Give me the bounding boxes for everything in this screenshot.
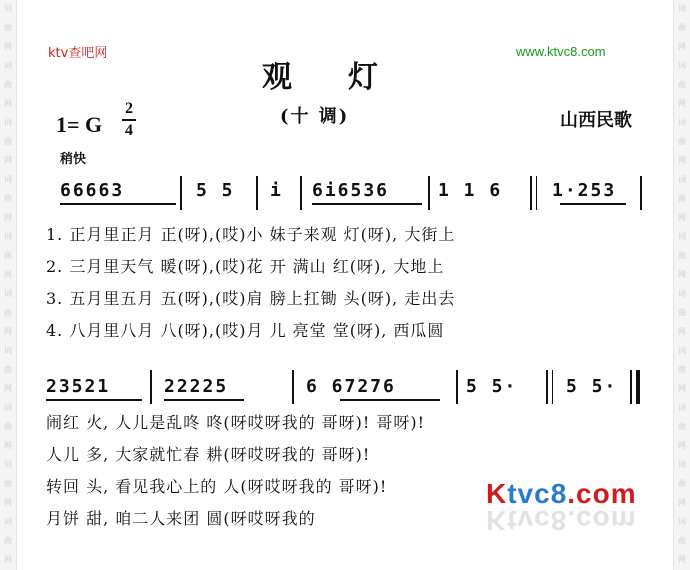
watermark-char: 词 <box>4 175 12 184</box>
watermark-char: 网 <box>4 99 12 108</box>
watermark-char: 词 <box>4 118 12 127</box>
watermark-char: 词 <box>678 118 686 127</box>
lyric-line: 月饼 甜, 咱二人来团 圆(呀哎呀我的 <box>46 509 316 528</box>
watermark-char: 网 <box>678 555 686 564</box>
beam-underline <box>312 203 422 205</box>
watermark-char: 曲 <box>4 536 12 545</box>
watermark-char: 曲 <box>4 137 12 146</box>
lyric-line: 3. 五月里五月 五(呀),(哎)肩 膀上扛锄 头(呀), 走出去 <box>46 289 456 308</box>
final-bar-line-thick <box>636 370 640 404</box>
watermark-char: 词 <box>4 403 12 412</box>
watermark-char: 网 <box>678 213 686 222</box>
watermark-char: 词 <box>4 460 12 469</box>
watermark-char: 词 <box>678 4 686 13</box>
watermark-char: 曲 <box>678 194 686 203</box>
measure-notes: 1 1 6 <box>438 180 503 201</box>
watermark-char: 曲 <box>678 365 686 374</box>
watermark-char: 词 <box>678 232 686 241</box>
watermark-char: 曲 <box>4 308 12 317</box>
repeat-bar-line-thin <box>552 370 553 404</box>
lyric-line: 1. 正月里正月 正(呀),(哎)小 妹子来观 灯(呀), 大街上 <box>46 225 456 244</box>
lyric-line: 4. 八月里八月 八(呀),(哎)月 儿 亮堂 堂(呀), 西瓜圆 <box>46 321 445 340</box>
bar-line <box>640 176 642 210</box>
bar-line <box>150 370 152 404</box>
time-signature <box>120 100 138 140</box>
watermark-char: 词 <box>678 289 686 298</box>
watermark-char: 词 <box>678 517 686 526</box>
watermark-char: 网 <box>678 270 686 279</box>
watermark-char: 词 <box>4 61 12 70</box>
song-source: 山西民歌 <box>560 110 632 131</box>
repeat-bar-line-thin <box>536 176 537 210</box>
beam-underline <box>46 399 142 401</box>
watermark-char: 网 <box>4 156 12 165</box>
watermark-char: 曲 <box>4 80 12 89</box>
watermark-char: 网 <box>4 270 12 279</box>
measure-notes: 5 5· <box>566 376 618 397</box>
watermark-char: 曲 <box>678 536 686 545</box>
final-bar-line <box>630 370 632 404</box>
watermark-char: 曲 <box>4 422 12 431</box>
watermark-char: 曲 <box>4 479 12 488</box>
watermark-char: 网 <box>4 555 12 564</box>
watermark-char: 网 <box>678 384 686 393</box>
beam-underline <box>60 203 176 205</box>
watermark-char: 曲 <box>678 137 686 146</box>
measure-notes: i <box>270 180 283 201</box>
watermark-char: 词 <box>678 346 686 355</box>
watermark-char: 网 <box>678 99 686 108</box>
watermark-char: 网 <box>678 156 686 165</box>
watermark-char: 网 <box>4 213 12 222</box>
lyric-line: 闹红 火, 人儿是乱咚 咚(呀哎呀我的 哥呀)! 哥呀)! <box>46 413 426 432</box>
watermark-char: 网 <box>678 327 686 336</box>
logo-reflection: Ktvc8.com <box>486 505 637 536</box>
watermark-char: 网 <box>678 42 686 51</box>
watermark-char: 曲 <box>678 80 686 89</box>
watermark-char: 曲 <box>4 194 12 203</box>
bar-line <box>456 370 458 404</box>
repeat-bar-line <box>530 176 532 210</box>
watermark-char: 词 <box>678 175 686 184</box>
measure-notes: 6i6536 <box>312 180 390 201</box>
watermark-char: 词 <box>678 61 686 70</box>
lyric-line: 人儿 多, 大家就忙春 耕(呀哎呀我的 哥呀)! <box>46 445 371 464</box>
lyric-line: 转回 头, 看见我心上的 人(呀哎呀我的 哥呀)! <box>46 477 388 496</box>
watermark-char: 词 <box>4 289 12 298</box>
mode-subtitle: (十 调) <box>280 106 350 127</box>
measure-notes: 23521 <box>46 376 111 397</box>
watermark-char: 曲 <box>4 23 12 32</box>
watermark-char: 网 <box>678 441 686 450</box>
bar-line <box>256 176 258 210</box>
repeat-bar-line <box>546 370 548 404</box>
measure-notes: 5 5 <box>196 180 235 201</box>
beam-underline <box>164 399 244 401</box>
watermark-char: 词 <box>4 517 12 526</box>
watermark-char: 词 <box>4 346 12 355</box>
lyric-line: 2. 三月里天气 暖(呀),(哎)花 开 满山 红(呀), 大地上 <box>46 257 445 276</box>
beam-underline <box>560 203 626 205</box>
measure-notes: 22225 <box>164 376 229 397</box>
watermark-char: 网 <box>4 327 12 336</box>
watermark-char: 曲 <box>678 479 686 488</box>
watermark-char: 曲 <box>678 23 686 32</box>
bar-line <box>300 176 302 210</box>
watermark-char: 曲 <box>678 422 686 431</box>
key-signature: 1= G <box>56 112 103 137</box>
bar-line <box>180 176 182 210</box>
measure-notes: 6 67276 <box>306 376 396 397</box>
meter-top: 2 <box>125 100 133 117</box>
tempo-marking: 稍快 <box>60 152 87 167</box>
watermark-char: 词 <box>4 232 12 241</box>
watermark-char: 词 <box>678 460 686 469</box>
bar-line <box>428 176 430 210</box>
bar-line <box>292 370 294 404</box>
ktvc8-logo: Ktvc8.com <box>486 478 637 509</box>
measure-notes: 1·253 <box>552 180 617 201</box>
site-url-right: www.ktvc8.com <box>516 44 606 59</box>
watermark-char: 网 <box>4 42 12 51</box>
beam-underline <box>340 399 440 401</box>
watermark-char: 曲 <box>678 308 686 317</box>
watermark-char: 词 <box>678 403 686 412</box>
watermark-char: 网 <box>4 384 12 393</box>
watermark-char: 曲 <box>4 251 12 260</box>
meter-bottom: 4 <box>125 122 133 139</box>
watermark-char: 网 <box>4 498 12 507</box>
watermark-char: 曲 <box>4 365 12 374</box>
song-title: 观灯 <box>262 60 434 95</box>
measure-notes: 66663 <box>60 180 125 201</box>
watermark-char: 曲 <box>678 251 686 260</box>
site-name-left: ktv查吧网 <box>48 46 108 61</box>
measure-notes: 5 5· <box>466 376 518 397</box>
watermark-char: 网 <box>678 498 686 507</box>
watermark-char: 网 <box>4 441 12 450</box>
watermark-char: 词 <box>4 4 12 13</box>
